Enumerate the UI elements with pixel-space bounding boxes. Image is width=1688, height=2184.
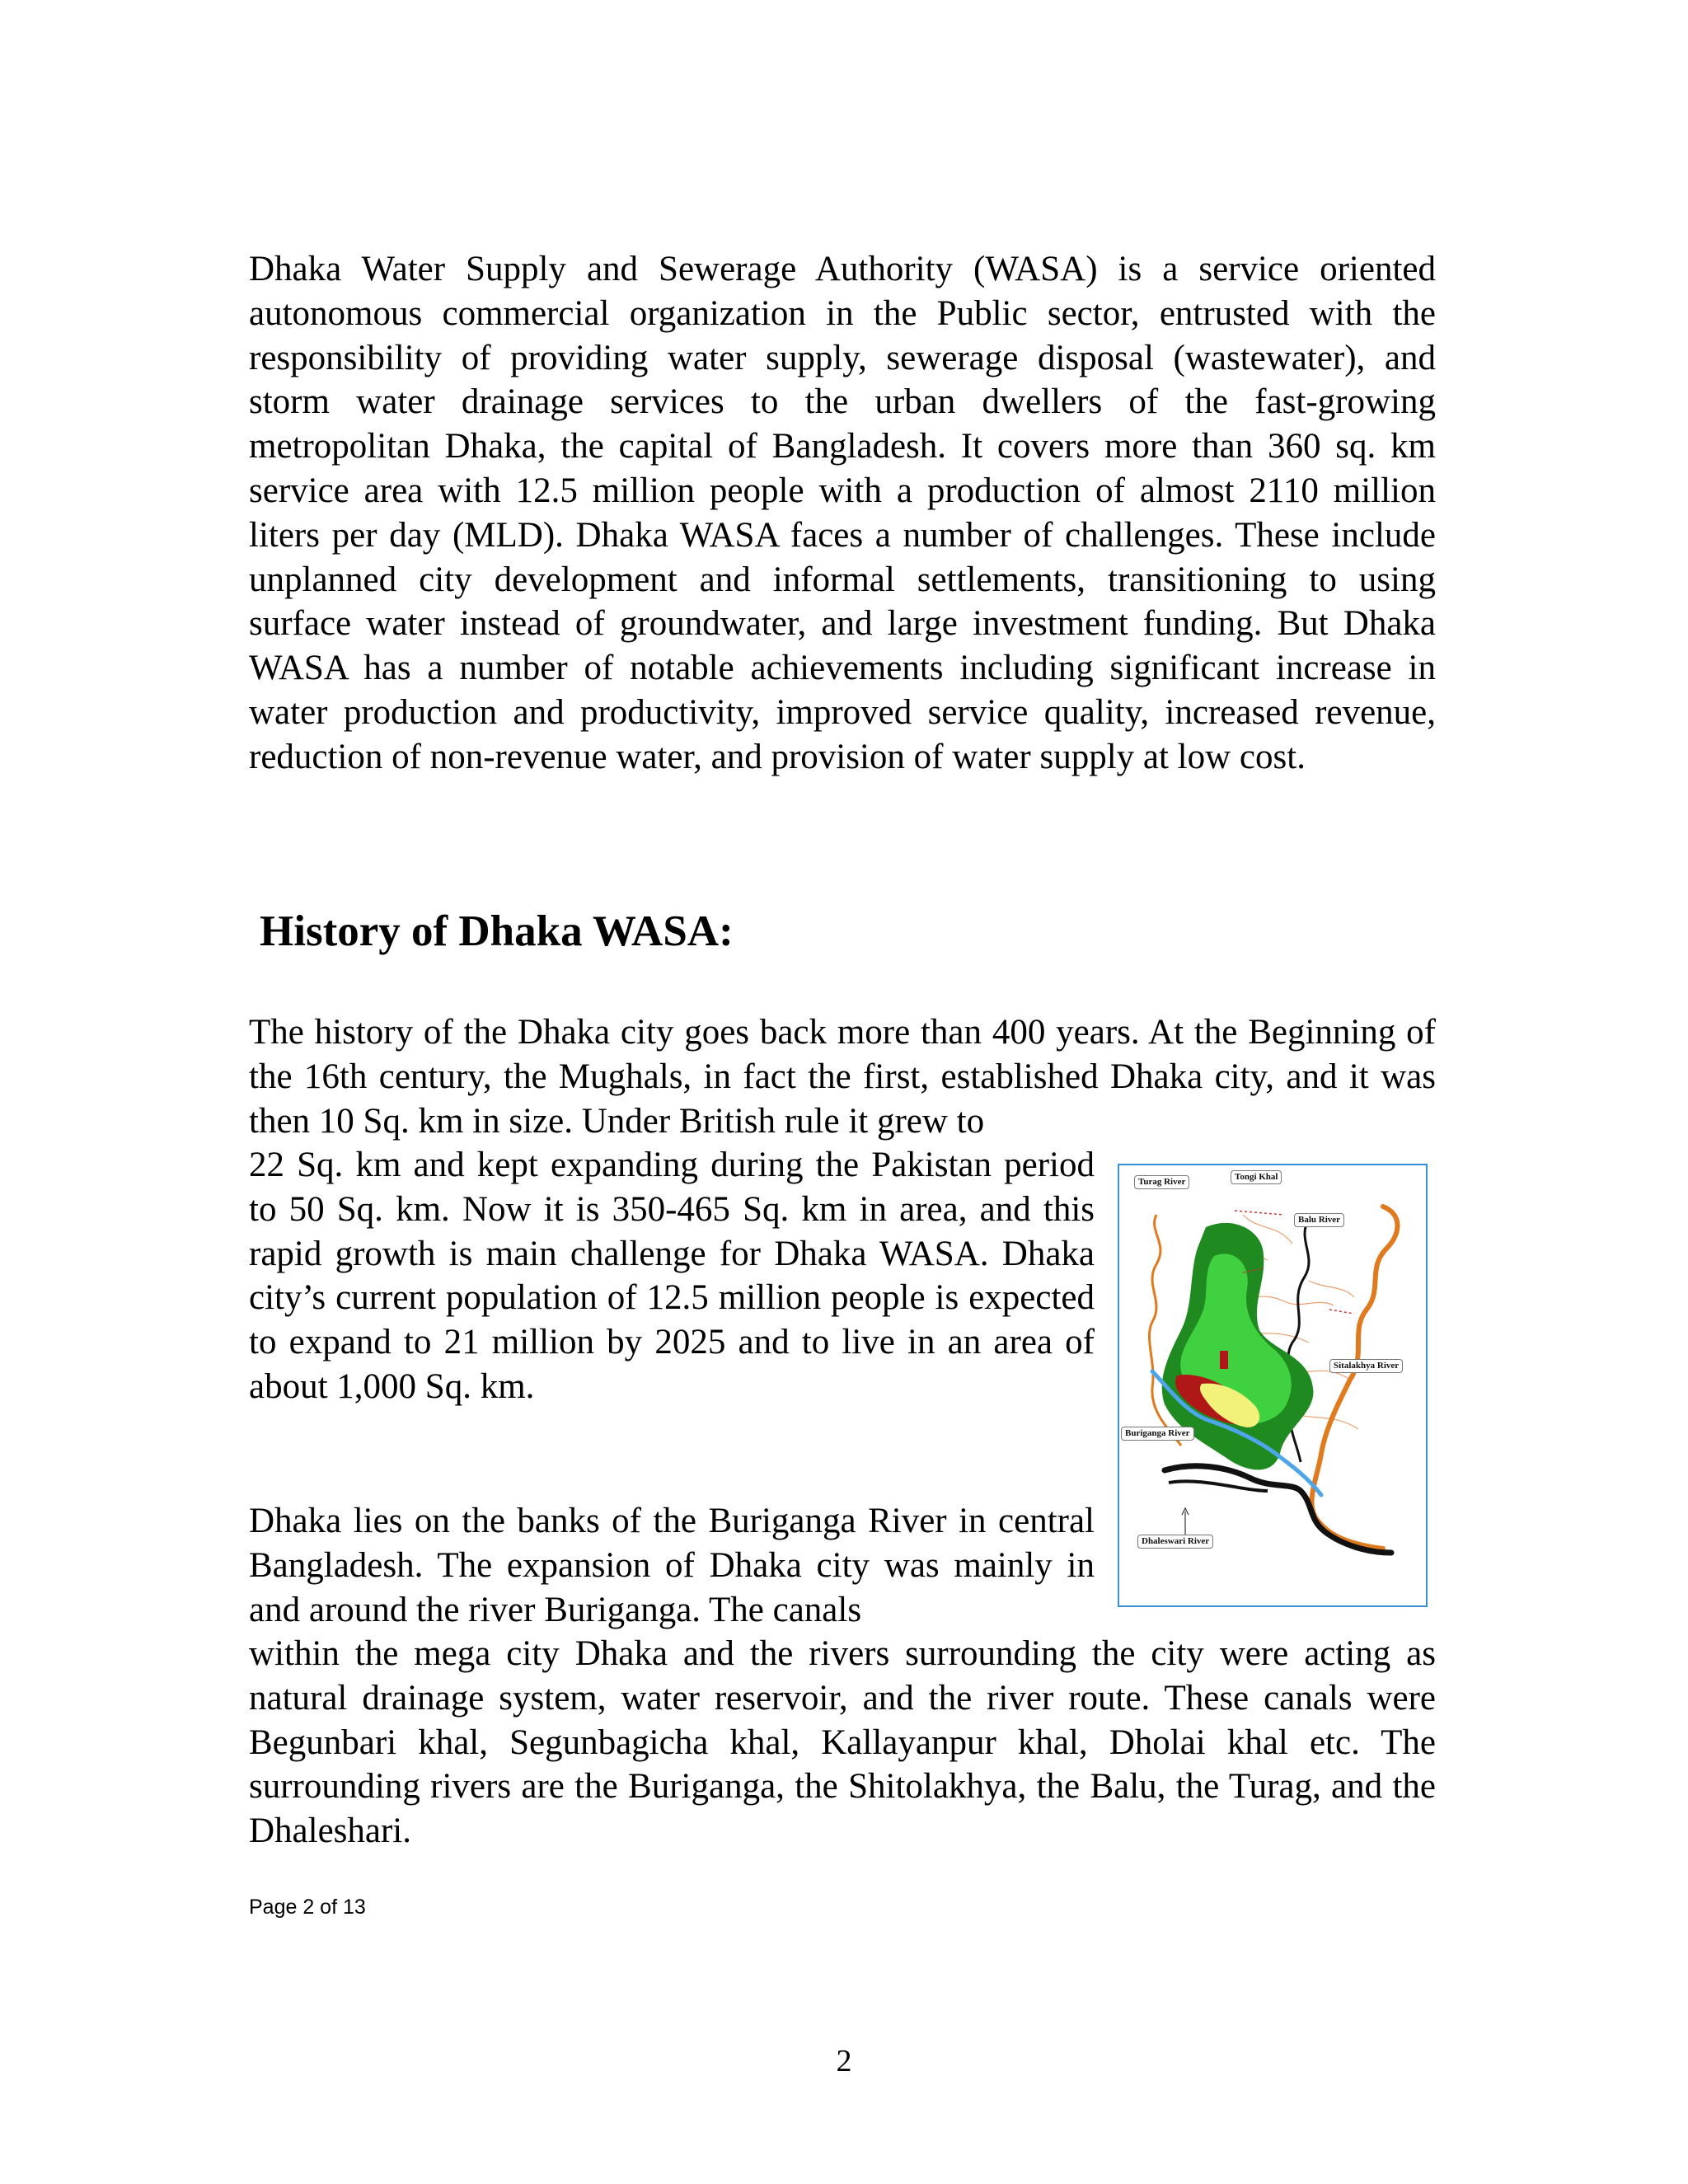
history-paragraph-lead: The history of the Dhaka city goes back more than 400 years. At the Beginning of the 16th century, the Mughals, in fact the first, established Dhaka city, and it was then 10 Sq. km in size. Under British rule it grew to xyxy=(249,1013,1436,1141)
map-label-balu: Balu River xyxy=(1294,1213,1344,1227)
map-label-sitalakhya: Sitalakhya River xyxy=(1329,1359,1403,1373)
page-number: 2 xyxy=(836,2044,852,2079)
section-heading: History of Dhaka WASA: xyxy=(260,907,734,955)
intro-paragraph: Dhaka Water Supply and Sewerage Authority (WASA) is a service oriented autonomous commercial organization in the Public sector, entrusted with the responsibility of providing water supply, sewerage disposal (wastewater), and storm water drainage services to the urban dwellers of the fast-growing metropolitan Dhaka, the capital of Bangladesh. It covers more than 360 sq. km service area with 12.5 million people with a production of almost 2110 million liters per day (MLD). Dhaka WASA faces a number of challenges. These include unplanned city development and informal settlements, transitioning to using surface water instead of groundwater, and large investment funding. But Dhaka WASA has a number of notable achievements including significant increase in water production and productivity, improved service quality, increased revenue, reduction of non-revenue water, and provision of water supply at low cost. xyxy=(249,250,1436,776)
sitalakhya-river xyxy=(1312,1207,1398,1549)
map-label-turag: Turag River xyxy=(1134,1175,1189,1189)
small-red-block xyxy=(1220,1351,1228,1369)
page-footer-label: Page 2 of 13 xyxy=(249,1896,366,1919)
dhaka-rivers-map xyxy=(1118,1164,1428,1607)
buriganga-paragraph-wrapped: Dhaka lies on the banks of the Buriganga River in central Bangladesh. The expansion of Dhaka city was mainly in and around the river Buriganga. The canals xyxy=(249,1502,1095,1629)
map-label-tongi: Tongi Khal xyxy=(1231,1170,1282,1184)
map-label-buriganga: Buriganga River xyxy=(1121,1427,1194,1441)
history-paragraph-wrapped: 22 Sq. km and kept expanding during the Pakistan period to 50 Sq. km. Now it is 350-465 Sq. km in area, and this rapid growth is main challenge for Dhaka WASA. Dhaka city’s current population of 12.5 million people is expected to expand to 21 million by 2025 and to live in an area of about 1,000 Sq. km. xyxy=(249,1146,1095,1406)
map-label-dhaleswari: Dhaleswari River xyxy=(1137,1535,1213,1549)
buriganga-paragraph-continued: within the mega city Dhaka and the rivers surrounding the city were acting as natural drainage system, water reservoir, and the river route. These canals were Begunbari khal, Segunbagicha khal, Kallayanpur khal, Dholai khal etc. The surrounding rivers are the Buriganga, the Shitolakhya, the Balu, the Turag, and the Dhaleshari. xyxy=(249,1634,1436,1851)
